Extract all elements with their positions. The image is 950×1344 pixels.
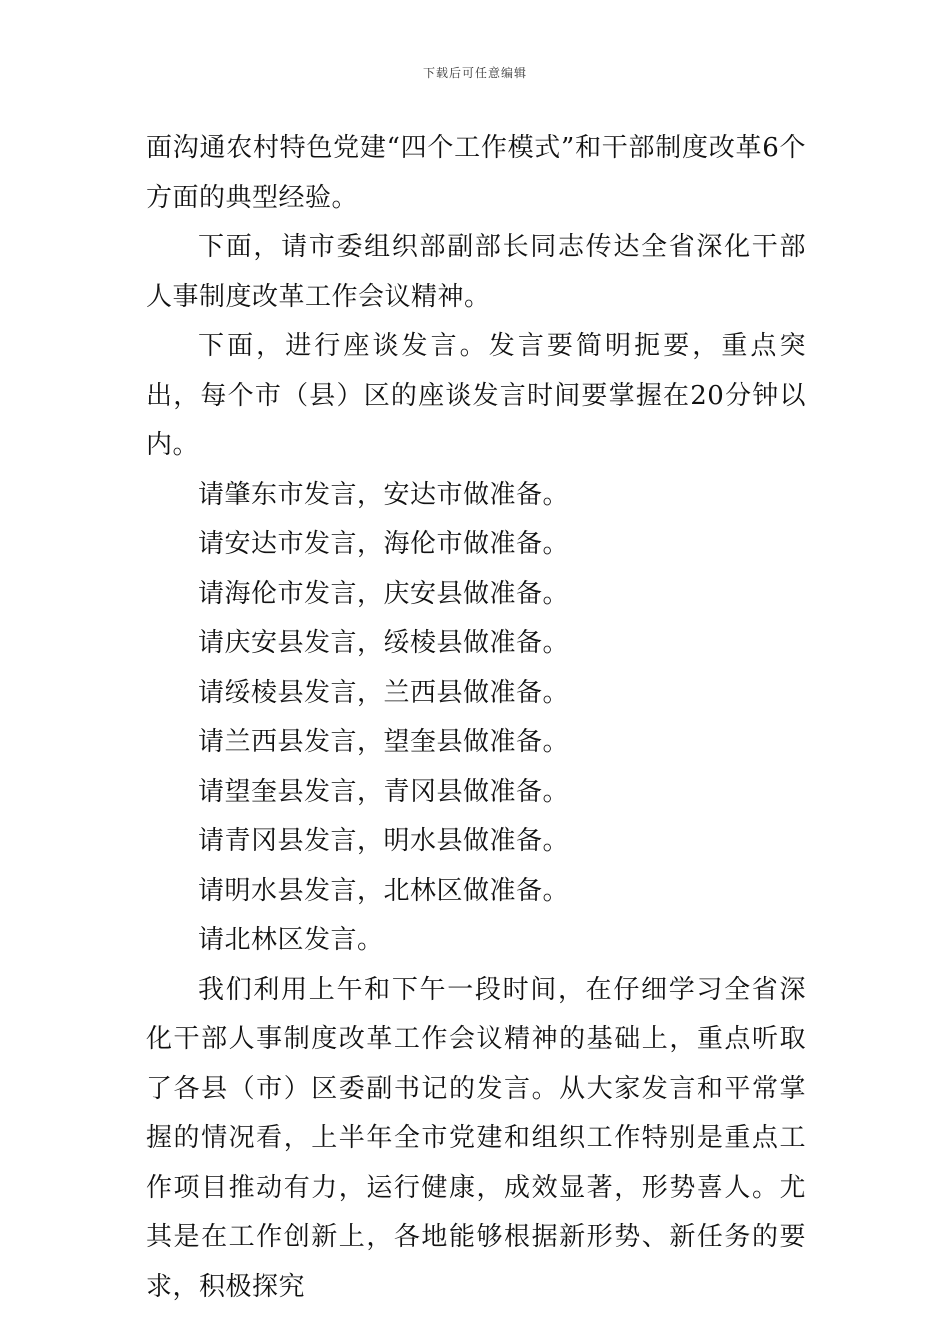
speaker-line: 请绥棱县发言，兰西县做准备。 [198, 677, 570, 708]
speaker-line: 请安达市发言，海伦市做准备。 [198, 529, 570, 559]
speaker-line: 请庆安县发言，绥棱县做准备。 [198, 628, 570, 658]
speaker-line: 请明水县发言，北林区做准备。 [198, 875, 570, 906]
speaker-line: 请海伦市发言，庆安县做准备。 [198, 578, 570, 609]
speaker-line: 请青冈县发言，明水县做准备。 [198, 826, 570, 856]
paragraph: 我们利用上午和下午一段时间，在仔细学习全省深化干部人事制度改革工作会议精神的基础上，重点听取了各县（市）区委副书记的发言。从大家发言和平常掌握的情况看，上半年全市党建和组织工作特别是重点工作项目推动有力，运行健康，成效显著，形势喜人。尤其是在工作创新上，各地能够根据新形势、新任务的要求，积极探究 [146, 974, 806, 1302]
speaker-line: 请肇东市发言，安达市做准备。 [198, 479, 570, 510]
paragraph: 下面，请市委组织部副部长同志传达全省深化干部人事制度改革工作会议精神。 [146, 232, 806, 312]
document-body [146, 124, 806, 1312]
speaker-line: 请望奎县发言，青冈县做准备。 [198, 776, 570, 807]
paragraph: 下面，进行座谈发言。发言要简明扼要，重点突出，每个市（县）区的座谈发言时间要掌握在20分钟以内。 [146, 331, 806, 460]
page-header: 下载后可任意编辑 [422, 66, 527, 80]
speaker-line: 请北林区发言。 [198, 925, 384, 955]
paragraph: 面沟通农村特色党建“四个工作模式”和干部制度改革6个方面的典型经验。 [146, 133, 806, 213]
speaker-line: 请兰西县发言，望奎县做准备。 [198, 727, 570, 757]
